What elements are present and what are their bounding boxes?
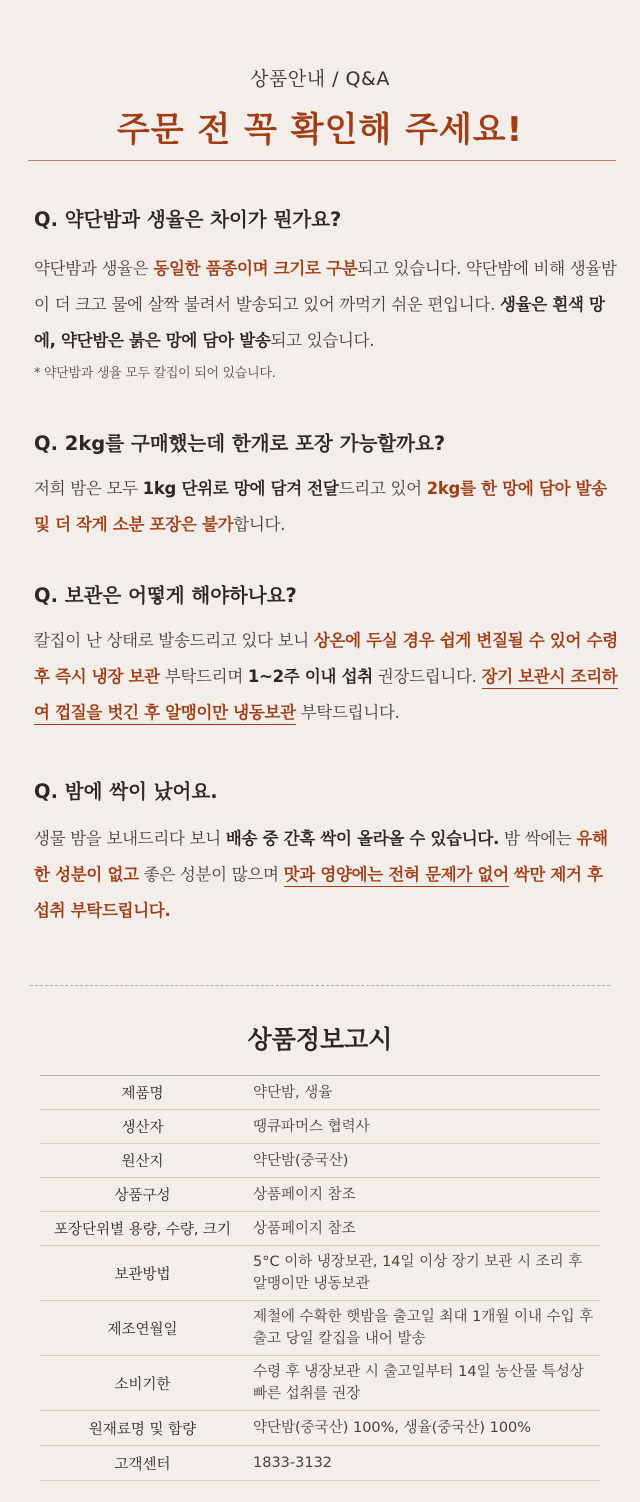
dashed-divider: [30, 985, 610, 986]
info-value: 약단밤(중국산): [253, 1152, 349, 1169]
answer-text: 약단밤과 생율은: [34, 259, 154, 278]
info-key: 생산자: [121, 1120, 164, 1136]
answer-highlight-underlined: 장기 보관시 조리하여 껍질을 벗긴 후 알맹이만 냉동보관: [34, 667, 618, 725]
info-key: 원산지: [121, 1154, 164, 1170]
info-value: 상품페이지 참조: [253, 1186, 356, 1203]
answer-highlight: 유해한 성분이 없고: [34, 829, 608, 884]
answer-text: 되고 있습니다.: [270, 331, 375, 350]
answer-bold: 배송 중 간혹 싹이 올라올 수 있습니다.: [225, 829, 500, 848]
info-value: 5°C 이하 냉장보관, 14일 이상 장기 보관 시 조리 후 알맹이만 냉동보관: [253, 1254, 583, 1292]
section-subtitle: 상품안내 / Q&A: [250, 68, 390, 90]
answer-note: * 약단밤과 생율 모두 칼집이 되어 있습니다.: [34, 366, 276, 381]
answer-bold: 생율은 흰색 망에, 약단밤은 붉은 망에 담아 발송: [34, 295, 605, 350]
answer-text: 밤 싹에는: [499, 829, 577, 848]
answer-highlight: 상온에 두실 경우 쉽게 변질될 수 있어 수령 후 즉시 냉장 보관: [34, 631, 618, 686]
answer-highlight-underlined: 맛과 영양에는 전혀 문제가 없어: [284, 865, 509, 887]
question-3: Q. 보관은 어떻게 해야하나요?: [34, 584, 297, 607]
answer-2: [34, 471, 619, 543]
answer-bold: 1~2주 이내 섭취: [247, 667, 373, 686]
page-title: 주문 전 꼭 확인해 주세요!: [116, 110, 524, 150]
info-value: 수령 후 냉장보관 시 출고일부터 14일 농산물 특성상 빠른 섭취를 권장: [253, 1364, 584, 1402]
answer-text: 드리고 있어: [338, 479, 427, 498]
table-row: [40, 1411, 600, 1446]
info-section-title: 상품정보고시: [247, 1025, 393, 1054]
answer-highlight: 동일한 품종이며 크기로 구분: [153, 259, 358, 278]
table-row: [40, 1110, 600, 1144]
answer-1: [34, 251, 619, 389]
info-key: 포장단위별 용량, 수량, 크기: [53, 1222, 232, 1238]
answer-bold: 1kg 단위로 망에 담겨 전달: [142, 479, 339, 498]
info-key: 소비기한: [114, 1376, 171, 1393]
answer-3: [34, 623, 619, 731]
answer-text: 저희 밤은 모두: [34, 479, 143, 498]
table-row: [40, 1446, 600, 1481]
answer-text: 권장드립니다.: [372, 667, 482, 686]
info-key: 상품구성: [114, 1188, 171, 1204]
answer-highlight: 2kg를 한 망에 담아 발송 및 더 작게 소분 포장은 불가: [34, 479, 607, 534]
answer-text: 부탁드리며: [159, 667, 248, 686]
info-value: 상품페이지 참조: [253, 1220, 356, 1237]
table-row: [40, 1246, 600, 1301]
answer-text: 좋은 성분이 많으며: [138, 865, 284, 884]
answer-highlight: 싹만 제거 후 섭취 부탁드립니다.: [34, 865, 603, 920]
answer-text: 칼집이 난 상태로 발송드리고 있다 보니: [34, 631, 314, 650]
table-row: [40, 1144, 600, 1178]
product-info-table: [40, 1075, 600, 1481]
table-row: [40, 1076, 600, 1110]
question-4: Q. 밤에 싹이 났어요.: [34, 780, 218, 803]
table-row: [40, 1178, 600, 1212]
answer-4: [34, 821, 619, 929]
info-value: 약단밤(중국산) 100%, 생율(중국산) 100%: [253, 1420, 532, 1436]
answer-text: 부탁드립니다.: [295, 703, 400, 722]
info-key: 고객센터: [114, 1456, 171, 1473]
info-value: 1833-3132: [253, 1455, 333, 1471]
info-value: 땡큐파머스 협력사: [253, 1118, 370, 1135]
info-key: 제품명: [121, 1086, 164, 1102]
info-key: 보관방법: [114, 1266, 171, 1283]
table-row: [40, 1301, 600, 1356]
table-row: [40, 1356, 600, 1411]
info-key: 제조연월일: [107, 1321, 178, 1338]
info-key: 원재료명 및 함량: [88, 1421, 197, 1438]
table-row: [40, 1212, 600, 1246]
info-value: 약단밤, 생율: [253, 1084, 333, 1101]
answer-text: 합니다.: [233, 515, 286, 534]
question-2: Q. 2kg를 구매했는데 한개로 포장 가능할까요?: [34, 432, 446, 455]
question-1: Q. 약단밤과 생율은 차이가 뭔가요?: [34, 208, 342, 231]
answer-text: 되고 있습니다. 약단밤에 비해 생율밤이 더 크고 물에 살짝 불려서 발송되고 있어 까먹기 쉬운 편입니다.: [34, 259, 617, 314]
info-value: 제철에 수확한 햇밤을 출고일 최대 1개월 이내 수입 후 출고 당일 칼집을 내어 발송: [253, 1309, 594, 1347]
answer-text: 생물 밤을 보내드리다 보니: [34, 829, 226, 848]
title-divider: [28, 160, 616, 161]
